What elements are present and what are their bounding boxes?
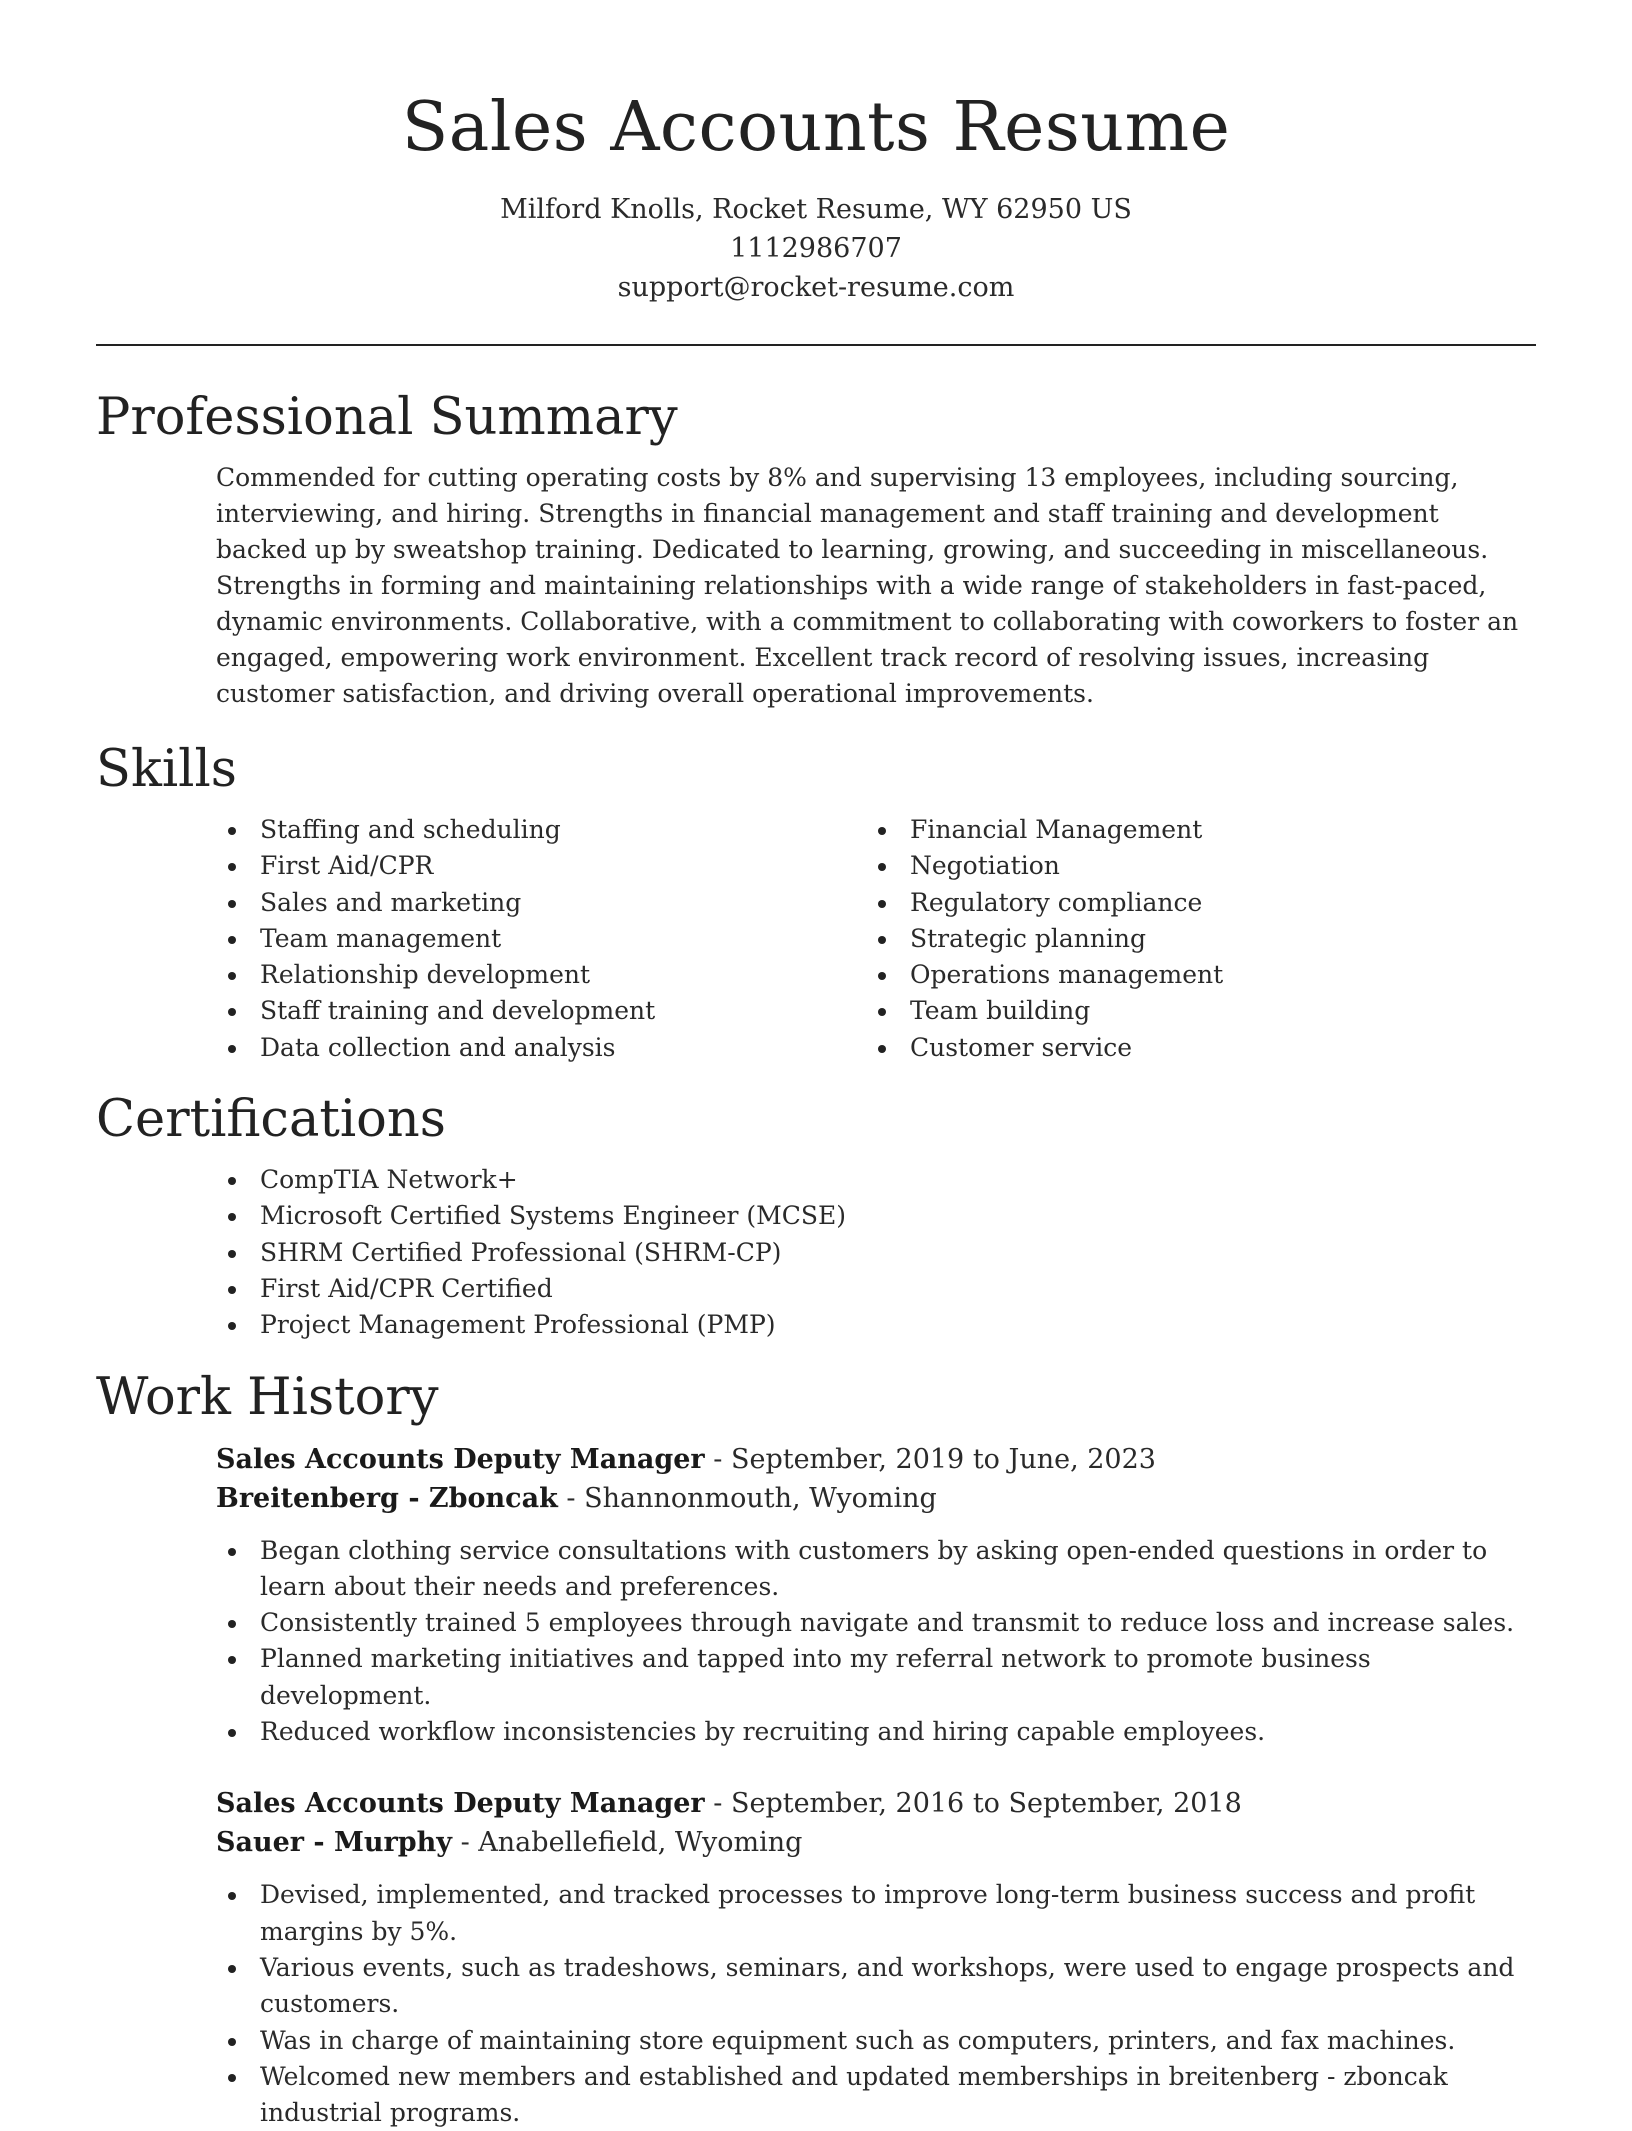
skill-item: Negotiation [866,848,1516,884]
job-duty: Welcomed new members and established and updated memberships in breitenberg - zboncak industrial programs. [216,2059,1536,2131]
job-duties-list [216,1533,1536,1751]
job-duty: Reduced workflow inconsistencies by recruiting and hiring capable employees. [216,1714,1536,1750]
skill-item: Sales and marketing [216,885,866,921]
job-separator: - [460,1827,479,1859]
skill-item: Customer service [866,1030,1516,1066]
header-divider [96,344,1536,346]
job-location: Shannonmouth, Wyoming [584,1482,937,1514]
certification-item: CompTIA Network+ [216,1162,1536,1198]
job-separator: - [713,1443,731,1475]
job-duty: Various events, such as tradeshows, seminars, and workshops, were used to engage prospects and customers. [216,1950,1536,2023]
contact-email: support@rocket-resume.com [617,272,1015,303]
skill-item: Operations management [866,957,1516,993]
job-duties-list [216,1877,1536,2131]
job-company: Breitenberg - Zboncak [216,1482,558,1514]
skill-item: Financial Management [866,812,1516,848]
skill-item: Staff training and development [216,993,866,1029]
job-duty: Was in charge of maintaining store equipment such as computers, printers, and fax machines. [216,2023,1536,2059]
job-title: Sales Accounts Deputy Manager [216,1788,705,1820]
resume-title: Sales Accounts Resume [401,88,1231,167]
skills-heading: Skills [96,740,237,799]
job-company: Sauer - Murphy [216,1827,452,1859]
skills-list-left [216,812,866,1066]
job-separator: - [566,1482,585,1514]
job-company-line [216,1479,1536,1518]
certification-item: Microsoft Certified Systems Engineer (MCSE) [216,1198,1536,1234]
skill-item: Staffing and scheduling [216,812,866,848]
skills-list-right [866,812,1516,1066]
contact-address: Milford Knolls, Rocket Resume, WY 62950 US [500,194,1132,225]
certification-item: First Aid/CPR Certified [216,1271,1536,1307]
skill-item: Relationship development [216,957,866,993]
job-dates: September, 2016 to September, 2018 [730,1788,1242,1820]
skills-columns [216,812,1536,1066]
job-title-line [216,1784,1536,1823]
certification-item: SHRM Certified Professional (SHRM-CP) [216,1235,1536,1271]
job-company-line [216,1823,1536,1862]
skill-item: Strategic planning [866,921,1516,957]
summary-heading: Professional Summary [96,388,678,447]
resume-page [96,0,1536,2131]
summary-text: Commended for cutting operating costs by 8% and supervising 13 employees, including sourcing, interviewing, and hiring. Strengths in financial management and staff training and development backed up by sweatshop training. Dedicated to learning, growing, and succeeding in miscellaneous. Strengths in forming and maintaining relationships with a wide range of stakeholders in fast-paced, dynamic environments. Collaborative, with a commitment to collaborating with coworkers to foster an engaged, empowering work environment. Excellent track record of resolving issues, increasing customer satisfaction, and driving overall operational improvements. [216,463,1519,708]
skill-item: First Aid/CPR [216,848,866,884]
job-location: Anabellefield, Wyoming [478,1827,803,1859]
skill-item: Team management [216,921,866,957]
job-dates: September, 2019 to June, 2023 [730,1443,1156,1475]
job-duty: Devised, implemented, and tracked processes to improve long-term business success and profit margins by 5%. [216,1877,1536,1950]
job-entry [216,1440,1536,1751]
skill-item: Regulatory compliance [866,885,1516,921]
job-duty: Began clothing service consultations with customers by asking open-ended questions in order to learn about their needs and preferences. [216,1533,1536,1606]
skill-item: Team building [866,993,1516,1029]
certifications-list [216,1162,1536,1343]
skill-item: Data collection and analysis [216,1030,866,1066]
job-entry [216,1784,1536,2131]
job-duty: Planned marketing initiatives and tapped into my referral network to promote business development. [216,1641,1536,1714]
work-history-heading: Work History [96,1367,439,1427]
certification-item: Project Management Professional (PMP) [216,1307,1536,1343]
contact-block [96,190,1536,307]
job-separator: - [713,1788,731,1820]
contact-phone: 1112986707 [730,233,902,264]
job-title: Sales Accounts Deputy Manager [216,1443,705,1475]
job-title-line [216,1440,1536,1479]
job-duty: Consistently trained 5 employees through navigate and transmit to reduce loss and increase sales. [216,1605,1536,1641]
certifications-heading: Certifications [96,1090,446,1150]
